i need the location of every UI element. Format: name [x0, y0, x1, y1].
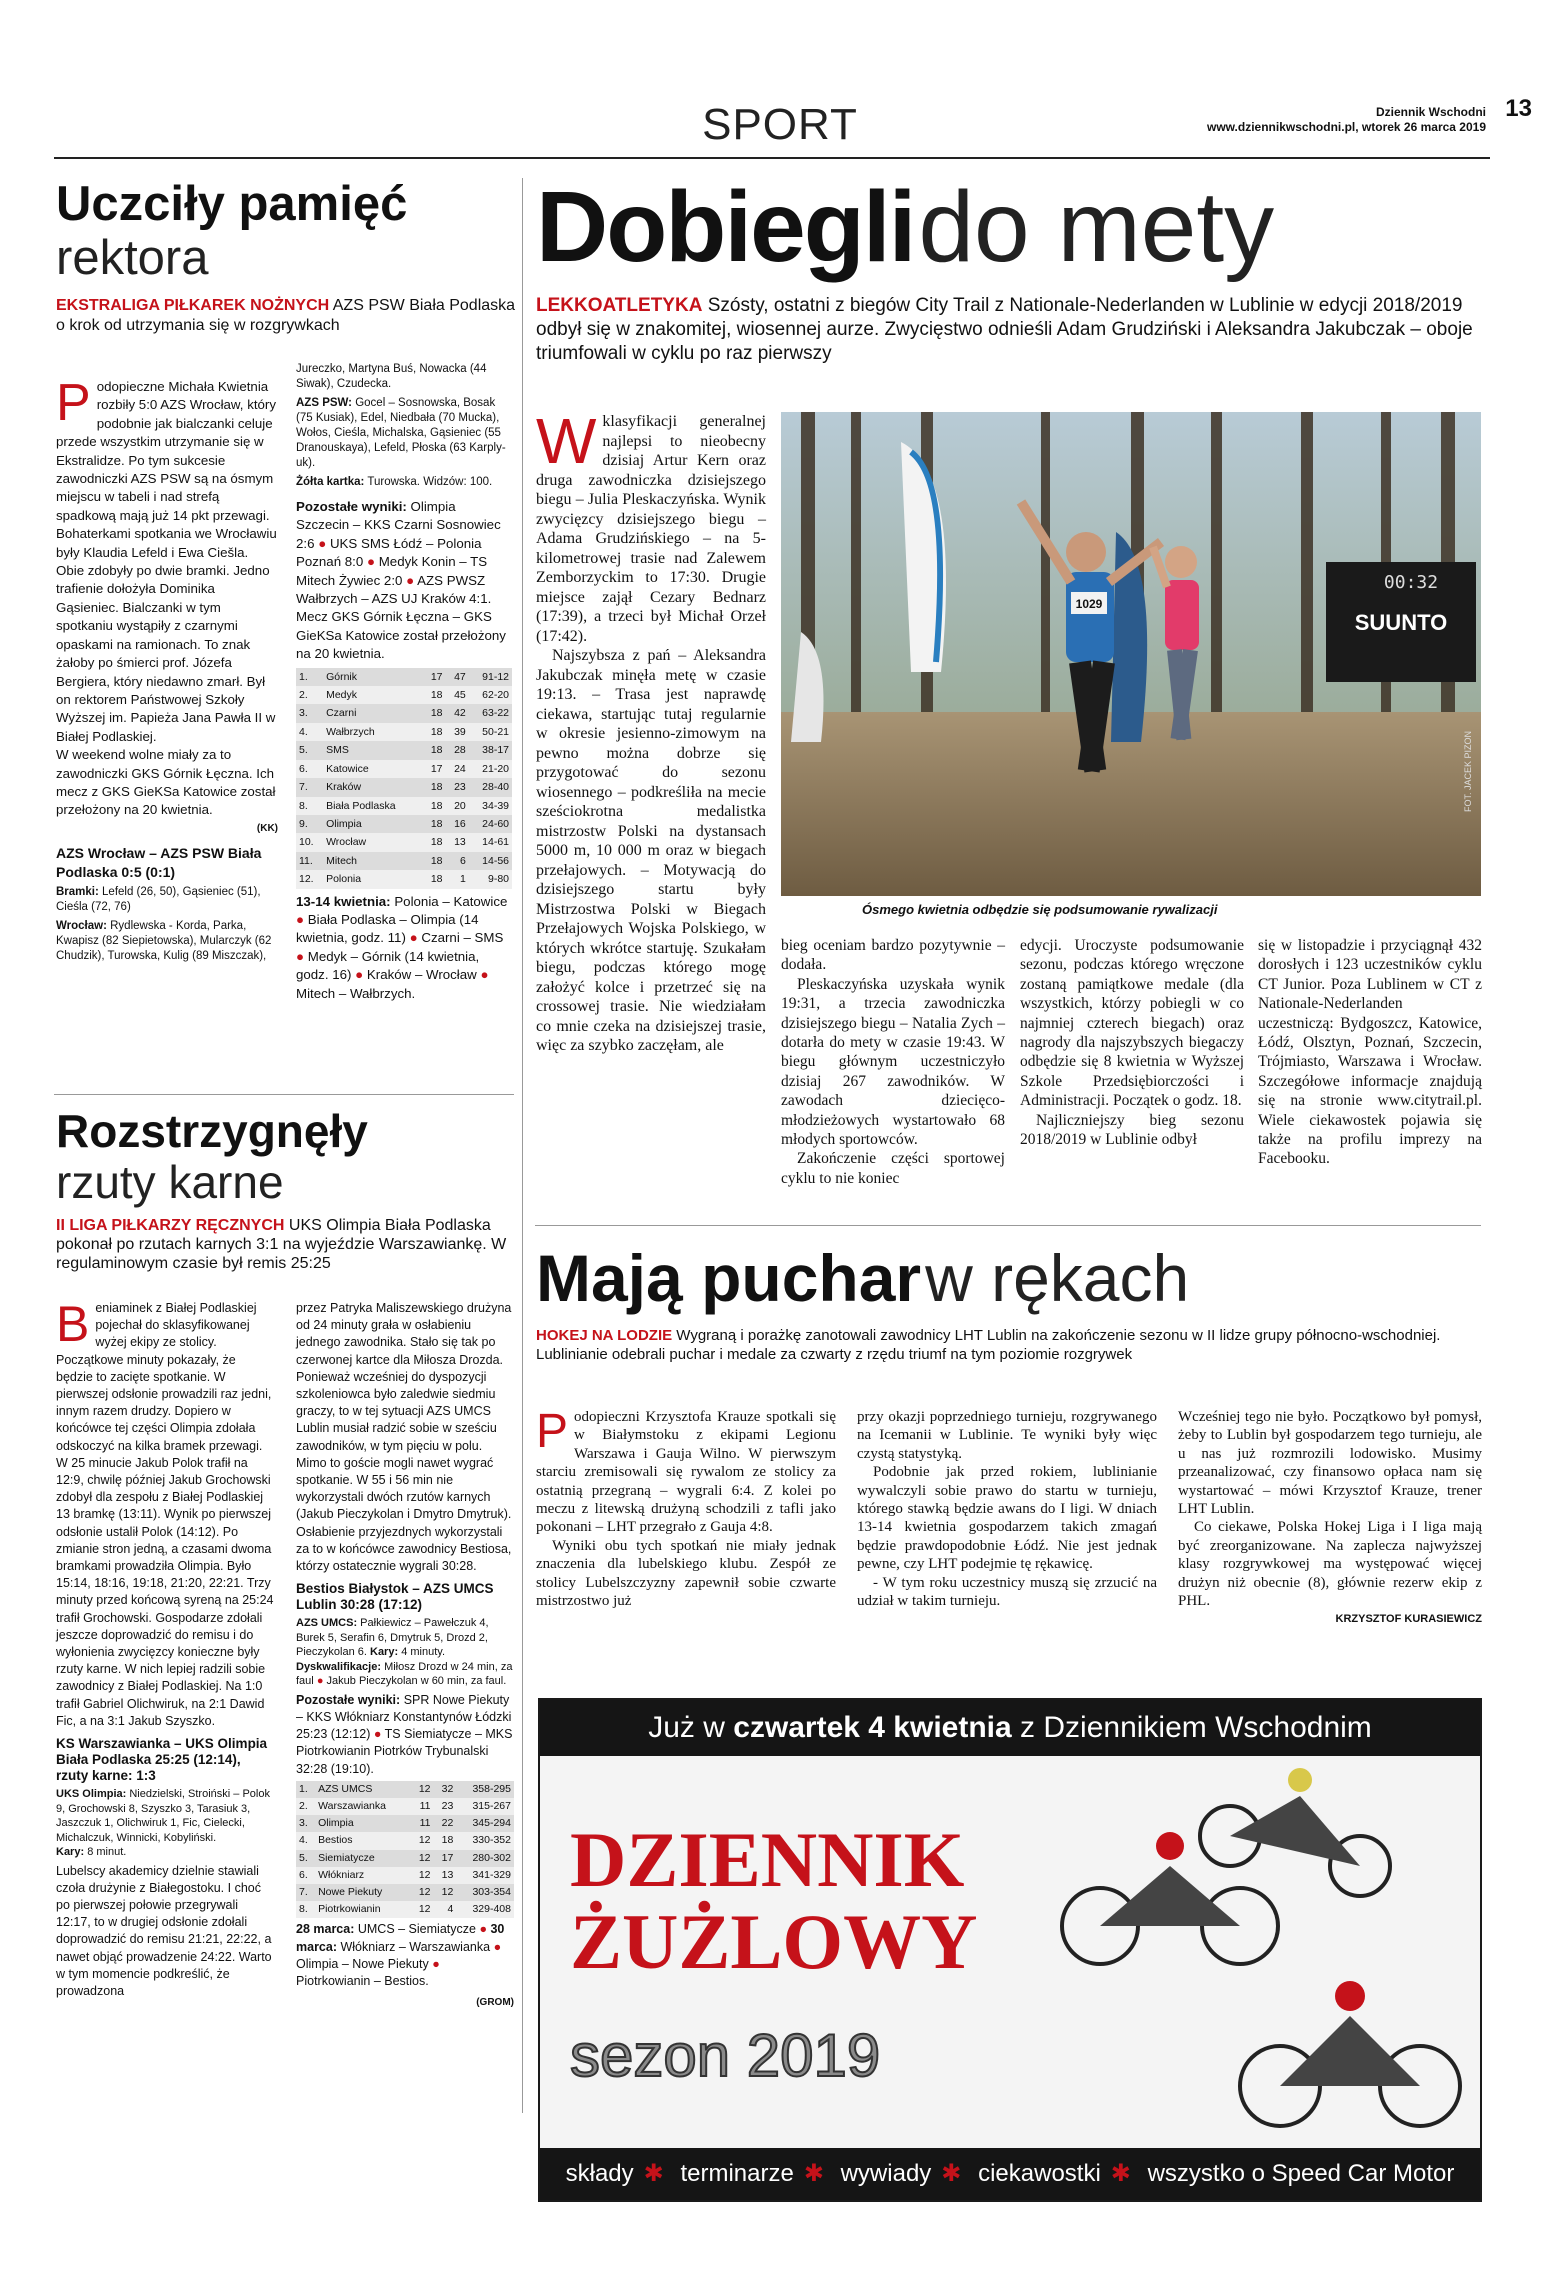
lineup-wroclaw: Wrocław: Rydlewska - Korda, Parka, Kwapisz (82 Siepietowska), Mularczyk (62 Chudzik), Turowska, Kulig (89 Miszczak),	[56, 919, 272, 962]
body-text: Najliczniejszy bieg sezonu 2018/2019 w Lublinie odbył	[1020, 1111, 1244, 1149]
yellow-cards: Żółta kartka: Turowska. Widzów: 100.	[296, 476, 493, 488]
body-text: odopieczni Krzysztofa Krauze spotkali się w Białymstoku z ekipami Legionu Warszawa i Gauja Wilno. W pierwszym starciu zremisowali się rywalom ze stolicy za ostatnią przegraną – wygrali 6:4. Z kolei po meczu z litewską drużyną schodzili z tafli jako pokonani – LHT przegrało z Gauja 4:8.	[536, 1409, 836, 1536]
table-cell: 4	[447, 1903, 454, 1916]
table-cell: 303-354	[472, 1885, 511, 1898]
ad-title-line1: DZIENNIK	[570, 1816, 965, 1903]
table-row	[296, 1867, 514, 1884]
table-cell: 9-80	[487, 873, 509, 886]
table-row	[296, 797, 512, 815]
headline-light: do mety	[918, 171, 1275, 283]
advertisement-banner[interactable]	[538, 1698, 1482, 2239]
body-text: bieg oceniam bardzo pozytywnie – dodała.	[781, 937, 1005, 974]
table-cell: 12	[441, 1885, 454, 1898]
table-cell: 28	[454, 744, 466, 757]
table-cell: 18	[430, 836, 443, 849]
article-running	[536, 172, 1486, 366]
table-cell: 5.	[299, 1851, 308, 1864]
table-cell: 45	[454, 689, 466, 702]
speedway-illustration	[540, 1756, 1480, 2148]
match-score: Bestios Białystok – AZS UMCS Lublin 30:28 (17:12)	[296, 1581, 494, 1613]
ad-subtitle: sezon 2019	[570, 2022, 881, 2089]
article-lead	[536, 1326, 1486, 1364]
table-cell: 63-22	[482, 707, 509, 720]
table-row	[296, 723, 512, 741]
table-cell: 22	[441, 1817, 454, 1830]
table-cell: Olimpia	[326, 817, 362, 830]
table-cell: 16	[454, 817, 466, 830]
table-row	[296, 760, 512, 778]
table-cell: 12	[418, 1885, 431, 1898]
body-text: Co ciekawe, Polska Hokej Liga i I liga mają być zreorganizowane. Na zaplecza najwyższej klasy rozgrywkowej ma występować więcej drużyn niż obecnie (8), głównie rezerw ekip z PHL.	[1178, 1519, 1482, 1610]
table-cell: 18	[441, 1834, 454, 1847]
body-text: edycji. Uroczyste podsumowanie sezonu, podczas którego wręczone zostaną pamiątkowe medale (dla wszystkich, którzy pobiegli w co najmniej czterech biegach) oraz nagrody dla najszybszych biegaczy odbędzie się 8 kwietnia w Wyższej Szkole Przedsiębiorczości i Administracji. Początek o godz. 18.	[1020, 937, 1244, 1110]
section-title: SPORT	[702, 100, 858, 149]
body-text: Lubelscy akademicy dzielnie stawiali czoła drużynie z Białegostoku. I choć po pierwszej połowie przegrywali 12:17, to w drugiej odsłonie zdołali doprowadzić do remisu 21:21, 22:22, a nawet objąć prowadzenie 24:22. Warto w tym momencie podkreślić, że prowadzona	[56, 1863, 272, 1998]
table-cell: 23	[441, 1799, 454, 1812]
dropcap: P	[536, 1405, 569, 1458]
league-table	[296, 1781, 514, 1919]
table-cell: Nowe Piekuty	[318, 1885, 383, 1898]
penalties: Kary: 8 minut.	[56, 1846, 127, 1859]
table-cell: 18	[430, 689, 443, 702]
table-cell: 341-329	[472, 1868, 511, 1881]
other-results: Pozostałe wyniki: Olimpia Szczecin – KKS Czarni Sosnowiec 2:6 ● UKS SMS Łódź – Polonia Poznań 8:0 ● Medyk Konin – TS Mitech Żywiec 2:0 ● AZS PWSZ Wałbrzych – AZS UJ Kraków 4:1. Mecz GKS Górnik Łęczna – GKS GieKSa Katowice został przełożony na 20 kwietnia.	[296, 499, 506, 662]
table-cell: 18	[430, 854, 443, 867]
photo-caption: Ósmego kwietnia odbędzie się podsumowanie rywalizacji	[862, 902, 1218, 917]
other-results: Pozostałe wyniki: SPR Nowe Piekuty – KKS Włókniarz Konstantynów Łódzki 25:23 (12:12) ● TS Siemiatycze – MKS Piotrkowianin Piotrków Trybunalski 32:28 (19:10).	[296, 1692, 513, 1776]
table-row	[296, 741, 512, 759]
lineup-umcs: AZS UMCS: Pałkiewicz – Pawełczuk 4, Burek 5, Serafin 6, Dmytruk 5, Drozd 2, Pieczykolan 6. Kary: 4 minuty. Dyskwalifikacje: Miłosz Drozd w 24 min, za faul ● Jakub Pieczykolan w 60 min, za faul.	[296, 1617, 513, 1688]
next-round: 28 marca: UMCS – Siemiatycze ● 30 marca: Włókniarz – Warszawianka ● Olimpia – Nowe Piekuty ● Piotrkowianin – Bestios.	[296, 1922, 505, 1988]
table-cell: Piotrkowianin	[318, 1903, 381, 1916]
table-cell: 12	[418, 1868, 431, 1881]
table-cell: 17	[441, 1851, 454, 1864]
lead-text: Szósty, ostatni z biegów City Trail z Nationale-Nederlanden w Lublinie w edycji 2018/2019 odbył się w znakomitej, wiosennej aurze. Zwycięstwo odnieśli Adam Grudziński i Aleksandra Jakubczak – oboje triumfowali w cyklu po raz pierwszy	[536, 295, 1473, 364]
body-text: Podobnie jak przed rokiem, lublinianie wywalczyli sobie prawo do startu w turnieju, którego stawką będzie awans do I ligi. W dniach 13-14 kwietnia gospodarzem takich zmagań będzie prawdopodobnie Łódź. Nie jest jednak pewne, czy LHT podejmie tę rękawicę.	[857, 1464, 1157, 1573]
headline-bold: Uczciły pamięć	[56, 177, 408, 231]
headline-light: rzuty karne	[56, 1156, 284, 1208]
article4-col1	[536, 1405, 836, 1610]
table-cell: Siemiatycze	[318, 1851, 375, 1864]
article-lead	[56, 1216, 516, 1273]
body-text: - W tym roku uczestnicy muszą się zrzucić na udział w takim turnieju.	[857, 1574, 1157, 1610]
table-cell: 13	[454, 836, 466, 849]
headline-light: rektora	[56, 231, 209, 285]
table-cell: 3.	[299, 707, 308, 720]
table-cell: 1.	[299, 670, 308, 683]
table-row	[296, 833, 512, 851]
table-cell: 12	[418, 1834, 431, 1847]
league-table	[296, 668, 512, 889]
table-cell: Wałbrzych	[326, 725, 375, 738]
headline-bold: Mają puchar	[536, 1241, 922, 1315]
dropcap: P	[56, 374, 91, 432]
table-cell: 6.	[299, 762, 308, 775]
kicker: II LIGA PIŁKARZY RĘCZNYCH	[56, 1217, 285, 1234]
table-cell: Biała Podlaska	[326, 799, 396, 812]
table-row	[296, 815, 512, 833]
table-cell: 18	[430, 817, 443, 830]
table-cell: 12	[418, 1903, 431, 1916]
table-cell: 10.	[299, 836, 314, 849]
match-score: AZS Wrocław – AZS PSW Biała Podlaska 0:5 (0:1)	[56, 845, 262, 880]
table-cell: 280-302	[472, 1851, 511, 1864]
ad-headline: Już w czwartek 4 kwietnia z Dziennikiem Wschodnim	[540, 1700, 1480, 1756]
table-cell: 11.	[299, 854, 313, 867]
article4-col2	[857, 1408, 1157, 1610]
table-cell: 18	[430, 799, 443, 812]
sponsor-sign: SUUNTO	[1354, 610, 1448, 635]
table-cell: 12	[418, 1782, 431, 1795]
table-cell: 9.	[299, 817, 308, 830]
table-cell: SMS	[326, 744, 349, 757]
table-cell: 47	[454, 670, 466, 683]
article-lead	[536, 294, 1486, 366]
table-cell: 20	[454, 799, 466, 812]
article2-col1	[56, 1296, 274, 2000]
table-cell: 24-60	[482, 817, 509, 830]
table-cell: 11	[419, 1817, 431, 1830]
match-score: KS Warszawianka – UKS Olimpia Biała Podlaska 25:25 (12:14), rzuty karne: 1:3	[56, 1736, 268, 1784]
table-cell: 13	[441, 1868, 454, 1881]
table-cell: 8.	[299, 799, 308, 812]
table-cell: 62-20	[482, 689, 509, 702]
headline-bold: Rozstrzygnęły	[56, 1105, 368, 1157]
article-separator	[54, 1094, 514, 1095]
issue-date: wtorek 26 marca 2019	[1361, 120, 1486, 134]
kicker: HOKEJ NA LODZIE	[536, 1327, 673, 1344]
dropcap: W	[536, 405, 597, 477]
body-text: Zakończenie części sportowej cyklu to nie koniec	[781, 1150, 1005, 1187]
body-text: Najszybsza z pań – Aleksandra Jakubczak minęła metę w czasie 19:13. – Trasa jest naprawdę ciekawa, startując tutaj regularnie w okresie jesienno-zimowym na pewno można dobrze się przygotować do sezonu wiosennego – podkreśliła na mecie sześciokrotna medalistka mistrzostw Polski na dystansach 5000 m, 10 000 m oraz w biegach przełajowych. – Motywacją do dzisiejszego startu były Mistrzostwa Polski w Biegach Przełajowych Wojska Polskiego, w których wkrótce startuję. Szukałam biegu, podczas którego mogę założyć kolce i przetrzeć się na crossowej trasie. Nie wiedziałam co mnie czeka na dzisiejszej trasie, więc za szybko zaczęłam, ale	[536, 647, 766, 1054]
table-cell: 21-20	[482, 762, 509, 775]
runners-photo	[781, 412, 1481, 896]
headline-light: w rękach	[925, 1241, 1190, 1315]
lead-text: Wygraną i porażkę zanotowali zawodnicy LHT Lublin na zakończenie sezonu w II lidze grupy północno-wschodniej. Lublinianie odebrali puchar i medale za czwarty z rzędu triumf na tym poziomie rozgrywek	[536, 1327, 1441, 1363]
table-row	[296, 1781, 514, 1798]
table-row	[296, 1815, 514, 1832]
table-cell: 23	[454, 781, 466, 794]
kicker: LEKKOATLETYKA	[536, 295, 703, 316]
table-cell: 5.	[299, 744, 308, 757]
photo-credit: FOT. JACEK PIZON	[1463, 730, 1473, 812]
table-row	[296, 870, 512, 888]
scorers: Bramki: Lefeld (26, 50), Gąsieniec (51), Cieśla (72, 76)	[56, 885, 261, 913]
table-row	[296, 1901, 514, 1918]
article2-col2	[296, 1300, 514, 2011]
table-row	[296, 852, 512, 870]
table-cell: 1.	[299, 1782, 308, 1795]
table-cell: 4.	[299, 725, 308, 738]
table-cell: 18	[430, 707, 443, 720]
author-signature: (GROM)	[476, 1997, 514, 2009]
table-cell: 17	[430, 670, 443, 683]
article4-col3	[1178, 1408, 1482, 1629]
article3-col1	[536, 405, 766, 1056]
headline	[536, 1240, 1486, 1316]
lead-text: AZS PSW Biała Podlaska o krok od utrzymania się w rozgrywkach	[56, 297, 516, 334]
table-cell: 50-21	[482, 725, 509, 738]
paper-url[interactable]: www.dziennikwschodni.pl	[1207, 120, 1356, 134]
body-text: przez Patryka Maliszewskiego drużyna od 24 minuty grała w osłabieniu jednego zawodnika. Stało się tak po czerwonej kartce dla Miłosza Drozda. Ponieważ wcześniej do dyspozycji szkoleniowca było zaledwie siedmiu graczy, to w tej sytuacji AZS UMCS Lublin musiał radzić sobie w sześciu zawodników, w tym pięciu w polu. Mimo to goście mogli nawet wygrać spotkanie. W 55 i 56 min nie wykorzystali dwóch rzutów karnych (Jakub Pieczykolan i Dmytro Dmytruk). Osłabienie przyjezdnych wykorzystali za to w końcówce zawodnicy Bestiosa, którzy ostatecznie wygrali 30:28.	[296, 1301, 512, 1574]
table-cell: 18	[430, 873, 443, 886]
table-cell: Włókniarz	[318, 1868, 365, 1881]
table-cell: 42	[454, 707, 466, 720]
table-cell: 18	[430, 744, 443, 757]
article-separator	[535, 1225, 1481, 1226]
body-text: Bohaterkami spotkania we Wrocławiu były Klaudia Lefeld i Ewa Ciešla. Obie zdobyły po dwie bramki. Jedno trafienie dołożyła Dominika Gąsieniec. Bialczanki w tym spotkaniu wystąpiły z czarnymi opaskami na ramionach. To znak żałoby po śmierci prof. Józefa Bergiera, który niedawno zmarł. Był on rektorem Państwowej Szkoły Wyższej im. Papieża Jana Pawła II w Białej Podlaskiej.	[56, 526, 277, 744]
lead-text: UKS Olimpia Biała Podlaska pokonał po rzutach karnych 3:1 na wyjeździe Warszawiankę. W regulaminowym czasie był remis 25:25	[56, 1217, 507, 1272]
table-cell: Czarni	[326, 707, 357, 720]
body-text: Wyniki obu tych spotkań nie miały jednak znaczenia dla lubelskiego klubu. Zespół ze stolicy Lubelszczyzny zapewnił sobie czwarte mistrzostwo już	[536, 1537, 836, 1610]
kicker: EKSTRALIGA PIŁKAREK NOŻNYCH	[56, 297, 330, 314]
table-cell: Medyk	[326, 689, 358, 702]
table-cell: 18	[430, 781, 443, 794]
article-lead	[56, 296, 516, 336]
table-cell: 6.	[299, 1868, 308, 1881]
page-number: 13	[1505, 95, 1532, 122]
article3-col4	[1258, 936, 1482, 1169]
next-round: 13-14 kwietnia: Polonia – Katowice ● Biała Podlaska – Olimpia (14 kwietnia, godz. 11) ● Czarni – SMS ● Medyk – Górnik (14 kwietnia, godz. 16) ● Kraków – Wrocław ● Mitech – Wałbrzych.	[296, 893, 508, 1001]
table-cell: 28-40	[482, 781, 509, 794]
ad-footer: składy ✱ terminarze ✱ wywiady ✱ ciekawostki ✱ wszystko o Speed Car Motor Lublin	[540, 2148, 1480, 2200]
table-row	[296, 778, 512, 796]
race-bib: 1029	[1075, 597, 1103, 611]
table-cell: 7.	[299, 1885, 308, 1898]
table-row	[296, 686, 512, 704]
table-cell: 8.	[299, 1903, 308, 1916]
body-text: W weekend wolne miały za to zawodniczki GKS Górnik Łęczna. Ich mecz z GKS GieKSa Katowice został przełożony na 20 kwietnia.	[56, 747, 276, 818]
table-cell: 315-267	[472, 1799, 511, 1812]
table-cell: 2.	[299, 1799, 308, 1812]
table-cell: Olimpia	[318, 1817, 354, 1830]
race-clock: 00:32	[1383, 572, 1439, 593]
article3-col2	[781, 936, 1005, 1188]
table-cell: 17	[430, 762, 443, 775]
body-text: Pleskaczyńska uzyskała wynik 19:31, a trzecia zawodniczka dzisiejszego biegu – Natalia Zych – dotarła do mety w czasie 19:43. W biegu głównym uczestniczyło dzisiaj 267 zawodników. W zawodach dziecięco-młodzieżowych wystartowało 68 młodych sportowców.	[781, 975, 1005, 1149]
table-cell: 24	[454, 762, 466, 775]
table-cell: 12.	[299, 873, 314, 886]
headline-bold: Dobiegli	[536, 171, 915, 283]
table-cell: 6	[459, 854, 466, 867]
table-cell: Wrocław	[326, 836, 367, 849]
table-row	[296, 1798, 514, 1815]
body-text: Wcześniej tego nie było. Początkowo był pomysł, żeby to Lublin był gospodarzem tego turnieju, ale u nas już rozmrozili lodowisko. Musimy przeanalizować, czy finansowo opłaca nam się wystartować – mówi Krzysztof Krauze, trener LHT Lublin.	[1178, 1409, 1482, 1518]
ad-title-line2: ŻUŻLOWY	[570, 1898, 978, 1985]
table-cell: 12	[418, 1851, 431, 1864]
body-text: eniaminek z Białej Podlaskiej pojechał do sklasyfikowanej wyżej ekipy ze stolicy. Początkowe minuty pokazały, że będzie to zacięte spotkanie. W pierwszej odsłonie prowadzili raz jedni, innym razem drudzy. Dopiero w końcówce tej części Olimpia zdołała odskoczyć na kilka bramek przewagi. W 25 minucie Jakub Polok trafił na 12:9, chwilę później Jakub Grochowski zdobył dla zespołu z Białej Podlaskiej 13 bramkę (13:11). Wynik po pierwszej odsłonie ustalił Polok (14:12). Po zmianie stron jedną, a czasami dwoma bramkami prowadziła Olimpia. Było 15:14, 18:16, 19:18, 21:20, 22:21. Trzy minuty przed końcową syreną na 25:24 trafił Grochowski. Gospodarze zdołali jeszcze doprowadzić do remisu i do wyłonienia zwycięzcy konieczne były rzuty karne. W nich lepiej radzili sobie zawodnicy z Białej Podlaskiej. Na 1:0 trafił Gabriel Olichwiruk, na 2:1 Dawid Fic, a na 3:1 Jakub Szyszko.	[56, 1301, 274, 1728]
article-hockey	[536, 1240, 1486, 1364]
table-cell: 18	[430, 725, 443, 738]
table-cell: Polonia	[326, 873, 362, 886]
body-text: klasyfikacji generalnej najlepsi to nieobecny dzisiaj Artur Kern oraz druga zawodniczka dzisiejszego biegu – Julia Pleskaczyńska. Wynik zwycięzcy dzisiejszego biegu – Adama Grudzińskiego – na 5-kilometrowej trasie nad Zalewem Zemborzyckim to 17:30. Drugie miejsce zajął Cezary Bednarz (17:39), a trzeci był Michał Orzeł (17:42).	[536, 413, 766, 645]
table-cell: 39	[454, 725, 466, 738]
body-text: przy okazji poprzedniego turnieju, rozgrywanego na Icemanii w Lublinie. Te wyniki były więc czystą statystyką.	[857, 1409, 1157, 1462]
article3-col3	[1020, 936, 1244, 1149]
paper-name: Dziennik Wschodni	[1375, 105, 1486, 119]
table-cell: 14-61	[482, 836, 509, 849]
masthead: Dziennik Wschodni www.dziennikwschodni.pl, wtorek 26 marca 2019 13	[1207, 95, 1532, 134]
table-cell: Kraków	[326, 781, 362, 794]
table-cell: 4.	[299, 1834, 308, 1847]
table-cell: 3.	[299, 1817, 308, 1830]
article1-col2	[296, 362, 512, 1003]
article1-col1	[56, 374, 278, 964]
header-rule	[54, 157, 1490, 159]
table-cell: 329-408	[472, 1903, 511, 1916]
table-cell: 330-352	[472, 1834, 511, 1847]
article-photo	[781, 412, 1481, 896]
article-women-football	[56, 178, 516, 336]
dropcap: B	[56, 1296, 90, 1352]
table-cell: 1	[459, 873, 466, 886]
table-cell: 14-56	[482, 854, 509, 867]
table-cell: Górnik	[326, 670, 358, 683]
table-row	[296, 668, 512, 686]
author-signature: (KK)	[256, 822, 278, 834]
table-cell: 2.	[299, 689, 308, 702]
table-cell: 7.	[299, 781, 308, 794]
lineup-uks: UKS Olimpia: Niedzielski, Stroiński – Polok 9, Grochowski 8, Szyszko 3, Tarasiuk 3, Jaszczuk 1, Olichwiruk 1, Fic, Cielecki, Michalczuk, Winnicki, Kobyliński.	[56, 1788, 270, 1844]
article-handball	[56, 1106, 516, 1273]
table-cell: Warszawianka	[318, 1799, 386, 1812]
table-cell: Mitech	[326, 854, 358, 867]
table-cell: 345-294	[472, 1817, 511, 1830]
table-cell: 38-17	[482, 744, 509, 757]
table-cell: 11	[419, 1799, 431, 1812]
table-row	[296, 1832, 514, 1849]
table-cell: AZS UMCS	[318, 1782, 373, 1795]
table-cell: Bestios	[318, 1834, 353, 1847]
body-text: się w listopadzie i przyciągnął 432 dorosłych i 123 uczestników cyklu CT Junior. Poza Lublinem w CT z Nationale-Nederlanden uczestniczą: Bydgoszcz, Katowice, Łódź, Olsztyn, Poznań, Szczecin, Trójmiasto, Warszawa i Wrocław. Szczegółowe informacje znajdują się na stronie www.citytrail.pl. Wiele ciekawostek pojawia się także na profilu imprezy na Facebooku.	[1258, 937, 1482, 1168]
table-row	[296, 1850, 514, 1867]
headline	[536, 172, 1486, 282]
lineup-wroclaw-cont: Jureczko, Martyna Buś, Nowacka (44 Siwak), Czudecka.	[296, 363, 487, 390]
table-cell: Katowice	[326, 762, 369, 775]
column-separator	[522, 178, 523, 2113]
table-cell: 358-295	[472, 1782, 511, 1795]
body-text: odopieczne Michała Kwietnia rozbiły 5:0 AZS Wrocław, który podobnie jak bialczanki celuje przede wszystkim utrzymanie się w Ekstralidze. Po tym sukcesie zawodniczki AZS PSW są na ósmym miejscu w tabeli i nad strefą spadkową mają już 14 pkt przewagi.	[56, 379, 277, 523]
table-row	[296, 1884, 514, 1901]
table-cell: 34-39	[482, 799, 509, 812]
table-row	[296, 704, 512, 722]
table-cell: 32	[441, 1782, 454, 1795]
author-signature: KRZYSZTOF KURASIEWICZ	[1335, 1613, 1482, 1626]
table-cell: 91-12	[482, 670, 509, 683]
lineup-psw: AZS PSW: Gocel – Sosnowska, Bosak (75 Kusiak), Edel, Niedbała (70 Mucka), Wołos, Cieśla, Michalska, Gąsieniec (55 Dranouskaya), Lefeld, Płoska (63 Karply-uk).	[296, 397, 506, 469]
